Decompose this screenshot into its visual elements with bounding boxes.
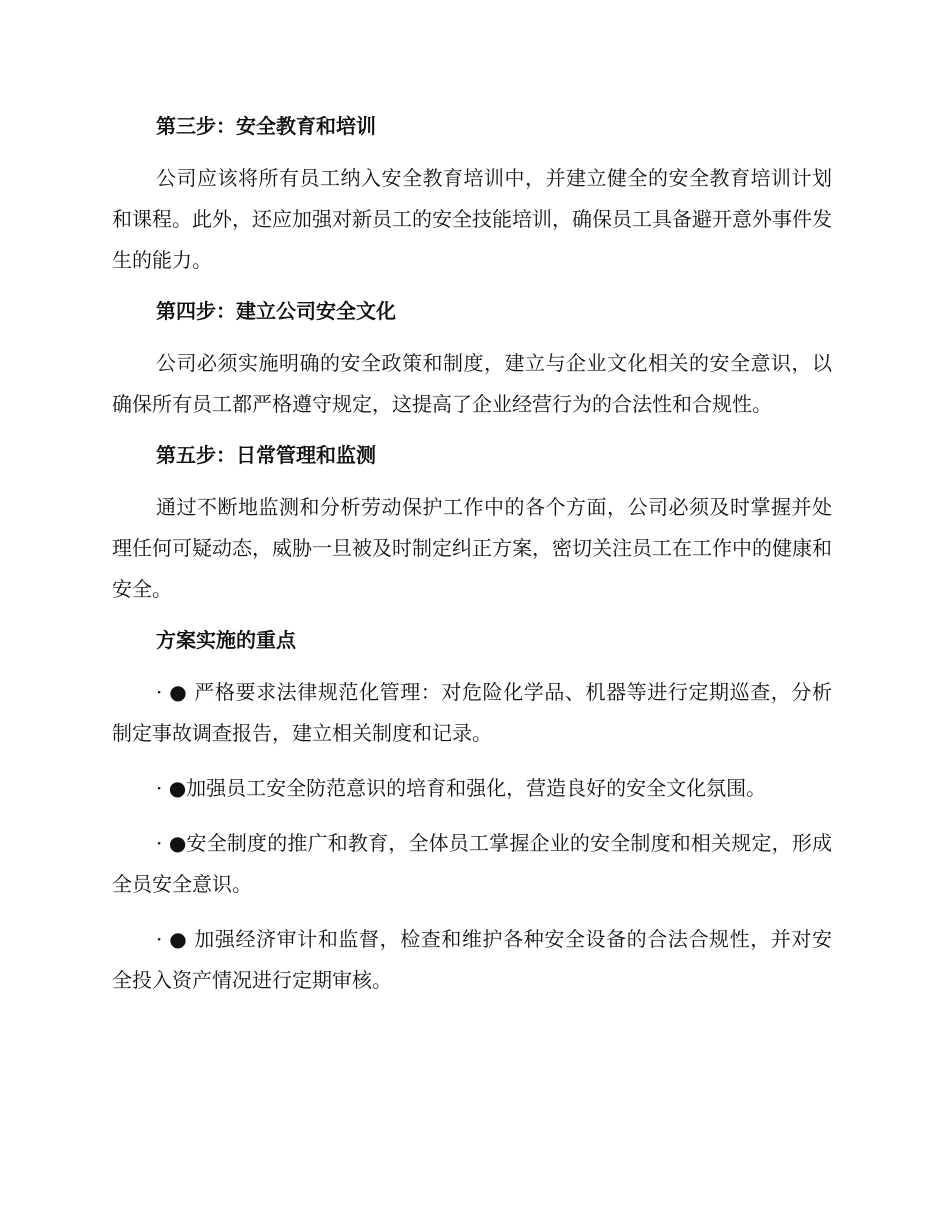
- section-body-step-4: 公司必须实施明确的安全政策和制度，建立与企业文化相关的安全意识，以确保所有员工都严格遵守规定，这提高了企业经营行为的合法性和合规性。: [112, 351, 832, 416]
- section-heading-step-3: 第三步：安全教育和培训: [156, 114, 376, 138]
- section-heading-step-5: 第五步：日常管理和监测: [156, 443, 376, 467]
- focus-heading: 方案实施的重点: [156, 628, 296, 652]
- focus-bullet-3: · ●安全制度的推广和教育，全体员工掌握企业的安全制度和相关规定，形成全员安全意识。: [112, 831, 832, 896]
- focus-bullet-2: · ●加强员工安全防范意识的培育和强化，营造良好的安全文化氛围。: [156, 776, 767, 800]
- section-body-step-3: 公司应该将所有员工纳入安全教育培训中，并建立健全的安全教育培训计划和课程。此外，还应加强对新员工的安全技能培训，确保员工具备避开意外事件发生的能力。: [112, 166, 832, 272]
- section-heading-step-4: 第四步：建立公司安全文化: [156, 299, 396, 323]
- section-body-step-5: 通过不断地监测和分析劳动保护工作中的各个方面，公司必须及时掌握并处理任何可疑动态，威胁一旦被及时制定纠正方案，密切关注员工在工作中的健康和安全。: [112, 495, 832, 601]
- focus-bullet-1: · ● 严格要求法律规范化管理：对危险化学品、机器等进行定期巡查，分析制定事故调查报告，建立相关制度和记录。: [112, 680, 832, 745]
- focus-bullet-4: · ● 加强经济审计和监督，检查和维护各种安全设备的合法合规性，并对安全投入资产情况进行定期审核。: [112, 927, 832, 992]
- document-page: [112, 110, 832, 1015]
